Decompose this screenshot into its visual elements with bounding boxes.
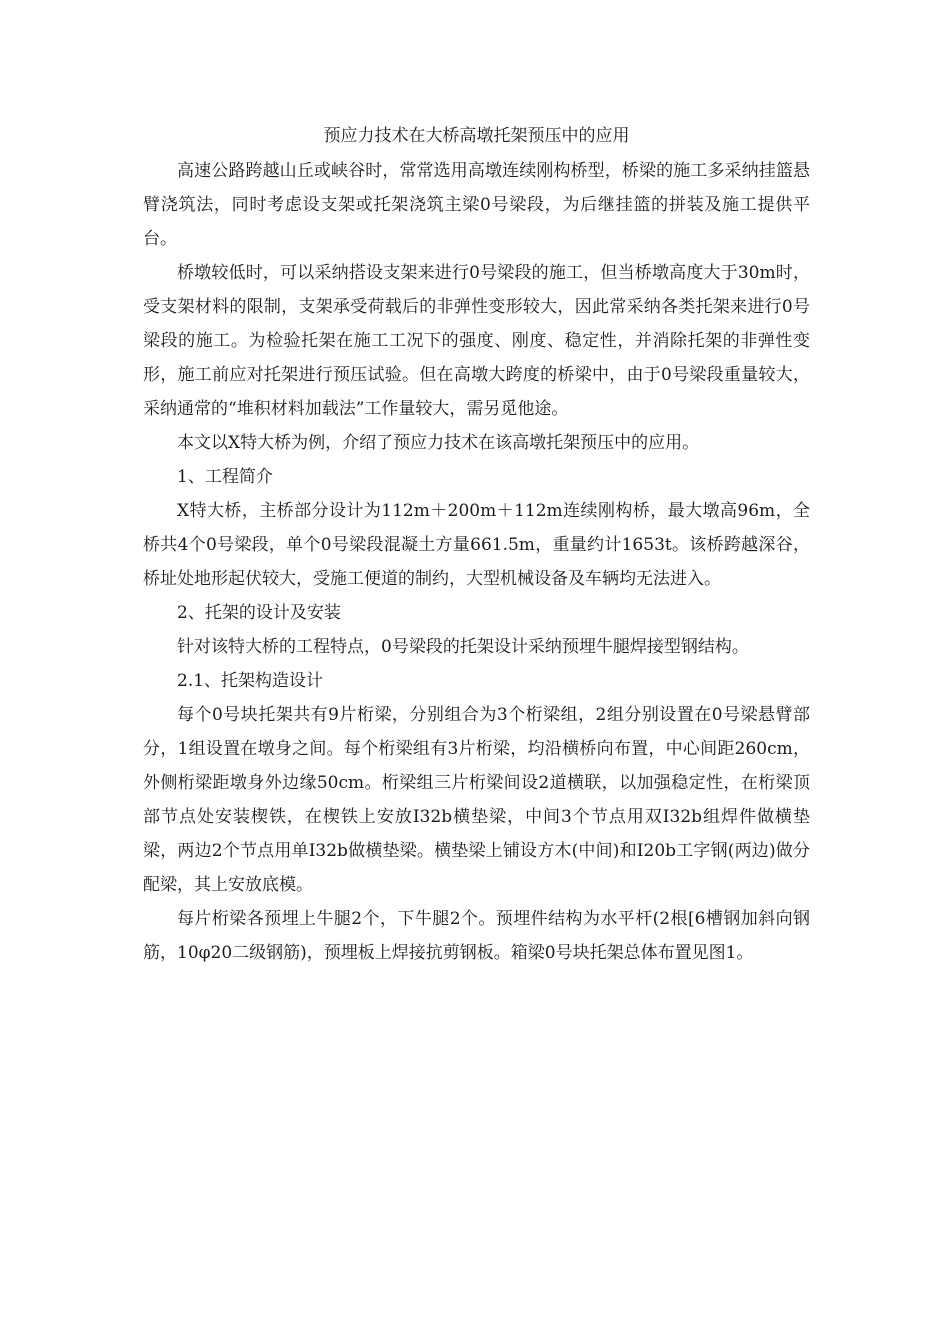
paragraph-embedded-corbels: 每片桁梁各预埋上牛腿2个，下牛腿2个。预埋件结构为水平杆(2根[6槽钢加斜向钢筋，10φ20二级钢筋)，预埋板上焊接抗剪钢板。箱梁0号块托架总体布置见图1。 bbox=[143, 909, 810, 963]
document-body bbox=[143, 118, 810, 970]
paragraph-intro: 高速公路跨越山丘或峡谷时，常常选用高墩连续刚构桥型，桥梁的施工多采纳挂篮悬臂浇筑法，同时考虑设支架或托架浇筑主梁0号梁段，为后继挂篮的拼装及施工提供平台。 bbox=[143, 161, 810, 249]
section-heading-project-overview: 1、工程简介 bbox=[177, 467, 273, 487]
section-heading-bracket-design: 2、托架的设计及安装 bbox=[177, 603, 341, 623]
subsection-heading-bracket-structure: 2.1、托架构造设计 bbox=[177, 671, 324, 691]
paragraph-pier-height: 桥墩较低时，可以采纳搭设支架来进行0号梁段的施工，但当桥墩高度大于30m时，受支架材料的限制，支架承受荷载后的非弹性变形较大，因此常采纳各类托架来进行0号梁段的施工。为检验托架在施工工况下的强度、刚度、稳定性，并消除托架的非弹性变形，施工前应对托架进行预压试验。但在高墩大跨度的桥梁中，由于0号梁段重量较大，采纳通常的“堆积材料加载法”工作量较大，需另觅他途。 bbox=[143, 263, 810, 419]
paragraph-bracket-structure: 每个0号块托架共有9片桁梁，分别组合为3个桁梁组，2组分别设置在0号梁悬臂部分，1组设置在墩身之间。每个桁梁组有3片桁梁，均沿横桥向布置，中心间距260cm，外侧桁梁距墩身外边缘50cm。桁梁组三片桁梁间设2道横联，以加强稳定性，在桁梁顶部节点处安装楔铁，在楔铁上安放I32b横垫梁，中间3个节点用双I32b组焊件做横垫梁，两边2个节点用单I32b做横垫梁。横垫梁上铺设方木(中间)和I20b工字钢(两边)做分配梁，其上安放底模。 bbox=[143, 705, 810, 895]
document-title: 预应力技术在大桥高墩托架预压中的应用 bbox=[323, 126, 630, 146]
paragraph-project-overview: X特大桥，主桥部分设计为112m＋200m＋112m连续刚构桥，最大墩高96m，全桥共4个0号梁段，单个0号梁段混凝土方量661.5m，重量约计1653t。该桥跨越深谷，桥址处地形起伏较大，受施工便道的制约，大型机械设备及车辆均无法进入。 bbox=[143, 501, 810, 589]
paragraph-case-summary: 本文以X特大桥为例，介绍了预应力技术在该高墩托架预压中的应用。 bbox=[177, 433, 700, 453]
paragraph-bracket-design: 针对该特大桥的工程特点，0号梁段的托架设计采纳预埋牛腿焊接型钢结构。 bbox=[177, 637, 749, 657]
